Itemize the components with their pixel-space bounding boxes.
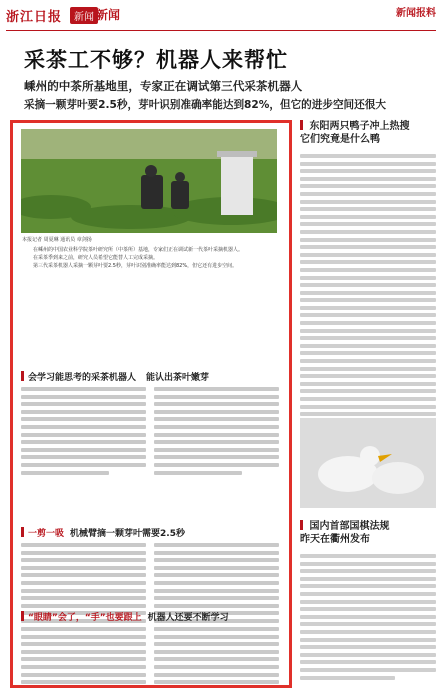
right-title-1: 东阳两只鸭子冲上热搜: [300, 120, 436, 133]
right-column: [300, 120, 436, 427]
right-body-2: [300, 554, 436, 680]
section-bar-icon: [21, 527, 24, 537]
photo-credit: 本报记者 周夏琳 通讯员 章剑扬: [22, 237, 92, 243]
section-name: 新闻: [96, 8, 121, 22]
right-title-4: 昨天在衢州发布: [300, 534, 370, 545]
section-title: [21, 525, 279, 539]
section-title-text: 会学习能思考的采茶机器人: [28, 372, 137, 383]
right-body: [300, 154, 436, 424]
section-title: [21, 369, 279, 383]
section-keyword: “眼睛”会了，“手”也要跟上: [28, 612, 142, 623]
section-tag: 新闻: [70, 7, 98, 24]
brand-name: 新闻报料: [396, 8, 436, 19]
right-title-3: 国内首部国棋法规: [300, 520, 436, 533]
tea-field-photo: [21, 129, 277, 233]
section-bar-icon: [300, 520, 303, 530]
column-right: [154, 387, 279, 478]
rule: [6, 30, 436, 31]
column-left: [21, 387, 146, 478]
section-title-text: 机器人还要不断学习: [147, 612, 229, 623]
section-keyword: 一剪一吸: [28, 528, 65, 539]
subhead-1: 嵊州的中茶所基地里，专家正在调试第三代采茶机器人: [24, 79, 303, 93]
section-title: [21, 609, 279, 623]
intro-paragraph: 在采茶季到来之前，研究人员希望它能替人工完成采摘。: [33, 255, 159, 262]
masthead-bar: [0, 0, 442, 30]
intro-paragraph: 第三代采茶机器人采摘一颗芽叶要2.5秒，芽叶识别准确率能达到82%，但它还有进步空间。: [33, 263, 238, 270]
brand-logo: [396, 4, 436, 19]
section-bar-icon: [300, 120, 303, 130]
right-column-2: [300, 520, 436, 683]
section-1: [21, 369, 279, 383]
section-body: [21, 627, 279, 688]
section-body: [21, 387, 279, 478]
intro-paragraph: 在嵊州的中国农业科学院茶叶研究所（中茶所）基地，专家们正在调试新一代茶叶采摘机器人。: [33, 247, 244, 253]
headline: 采茶工不够？机器人来帮忙: [24, 48, 288, 72]
masthead: 浙江日报: [6, 10, 63, 25]
intro-text: [23, 247, 277, 272]
subhead-2: 采摘一颗芽叶要2.5秒，芽叶识别准确率能达到82%，但它的进步空间还很大: [24, 99, 386, 111]
section-bar-icon: [21, 611, 24, 621]
section-title-text: 机械臂摘一颗芽叶需要2.5秒: [70, 528, 185, 539]
section-title-right: 能认出茶叶嫩芽: [146, 372, 210, 383]
right-title-2: 它们究竟是什么鸭: [300, 134, 380, 145]
section-bar-icon: [21, 371, 24, 381]
article-frame: [10, 120, 292, 688]
section-2: [21, 525, 279, 539]
duck-photo: [300, 418, 436, 508]
section-3: [21, 609, 279, 623]
